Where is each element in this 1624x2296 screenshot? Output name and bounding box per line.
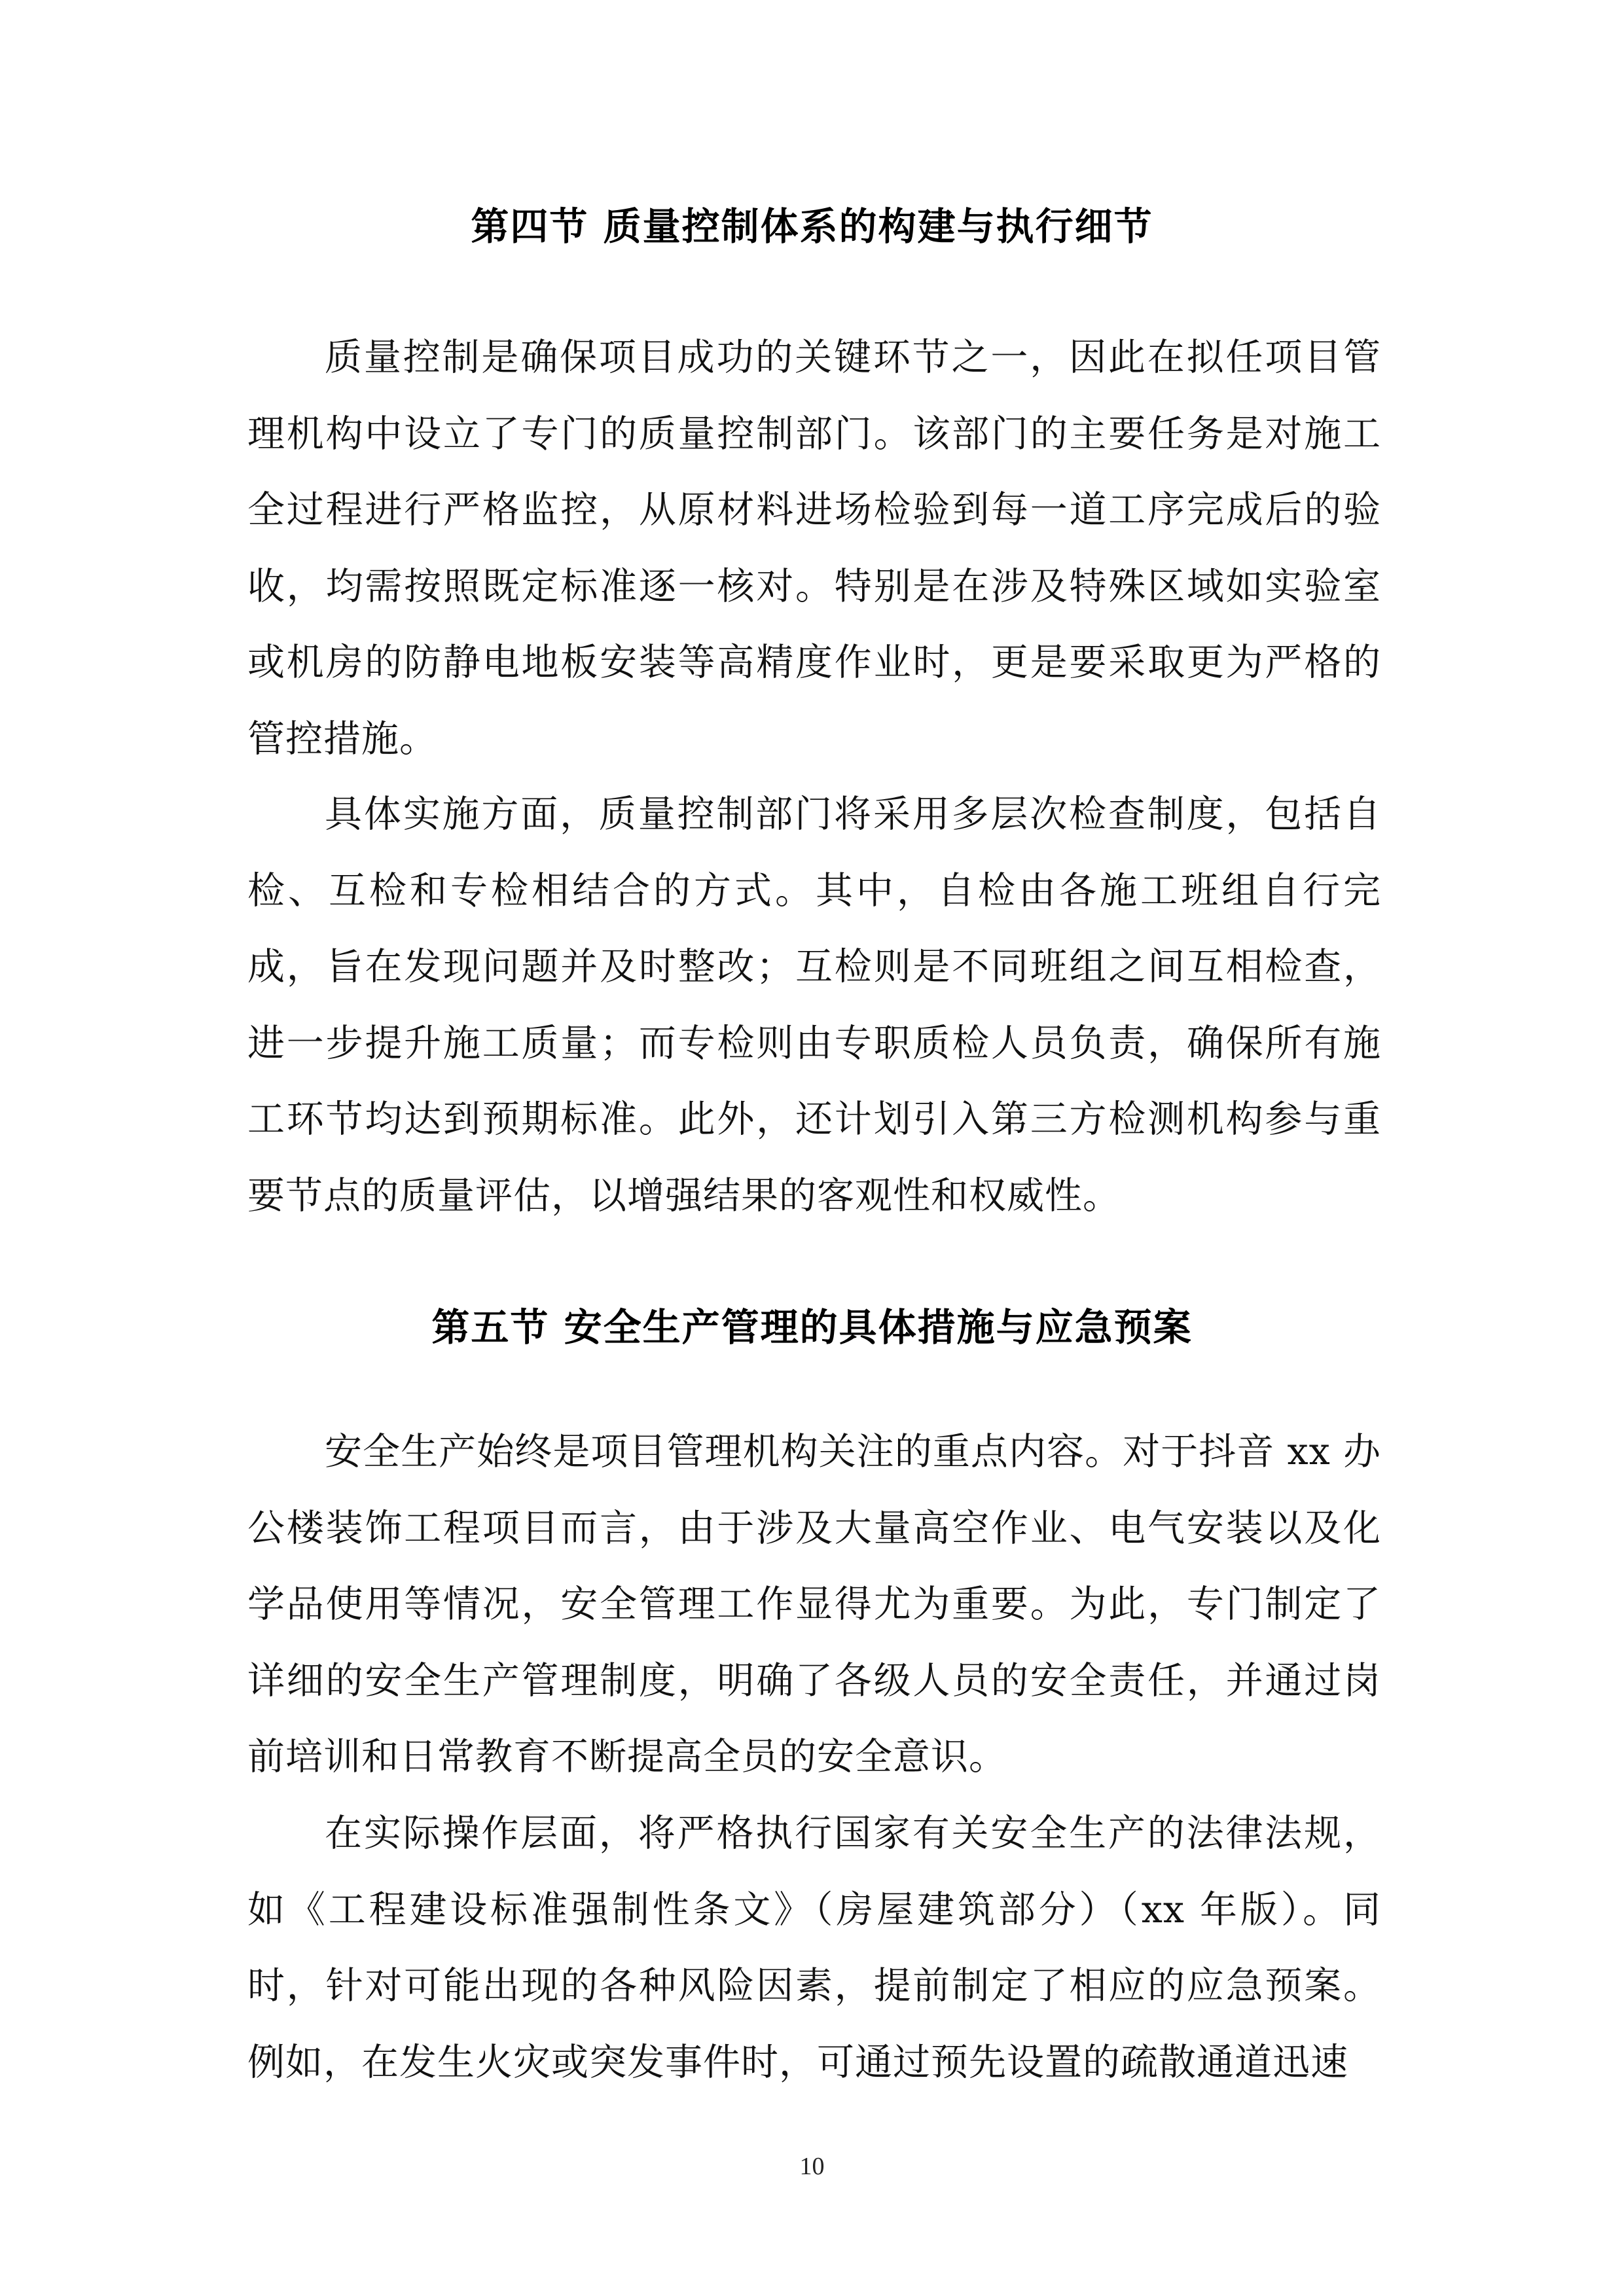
paragraph-safety-operations: 在实际操作层面，将严格执行国家有关安全生产的法律法规，如《工程建设标准强制性条文》（房屋建筑部分）（xx 年版）。同时，针对可能出现的各种风险因素，提前制定了相应的应急预案。例如，在发生火灾或突发事件时，可通过预先设置的疏散通道迅速 [247, 1812, 1381, 2084]
paragraph-quality-intro: 质量控制是确保项目成功的关键环节之一，因此在拟任项目管理机构中设立了专门的质量控制部门。该部门的主要任务是对施工全过程进行严格监控，从原材料进场检验到每一道工序完成后的验收，均需按照既定标准逐一核对。特别是在涉及特殊区域如实验室或机房的防静电地板安装等高精度作业时，更是要采取更为严格的管控措施。 [247, 336, 1381, 761]
section-heading-5: 第五节 安全生产管理的具体措施与应急预案 [431, 1305, 1193, 1350]
section-heading-4: 第四节 质量控制体系的构建与执行细节 [471, 204, 1153, 249]
paragraph-safety-intro: 安全生产始终是项目管理机构关注的重点内容。对于抖音 xx 办公楼装饰工程项目而言，由于涉及大量高空作业、电气安装以及化学品使用等情况，安全管理工作显得尤为重要。为此，专门制定了详细的安全生产管理制度，明确了各级人员的安全责任，并通过岗前培训和日常教育不断提高全员的安全意识。 [247, 1430, 1381, 1778]
paragraph-quality-implementation: 具体实施方面，质量控制部门将采用多层次检查制度，包括自检、互检和专检相结合的方式。其中，自检由各施工班组自行完成，旨在发现问题并及时整改；互检则是不同班组之间互相检查，进一步提升施工质量；而专检则由专职质检人员负责，确保所有施工环节均达到预期标准。此外，还计划引入第三方检测机构参与重要节点的质量评估，以增强结果的客观性和权威性。 [247, 793, 1381, 1217]
page-number: 10 [799, 2153, 825, 2180]
